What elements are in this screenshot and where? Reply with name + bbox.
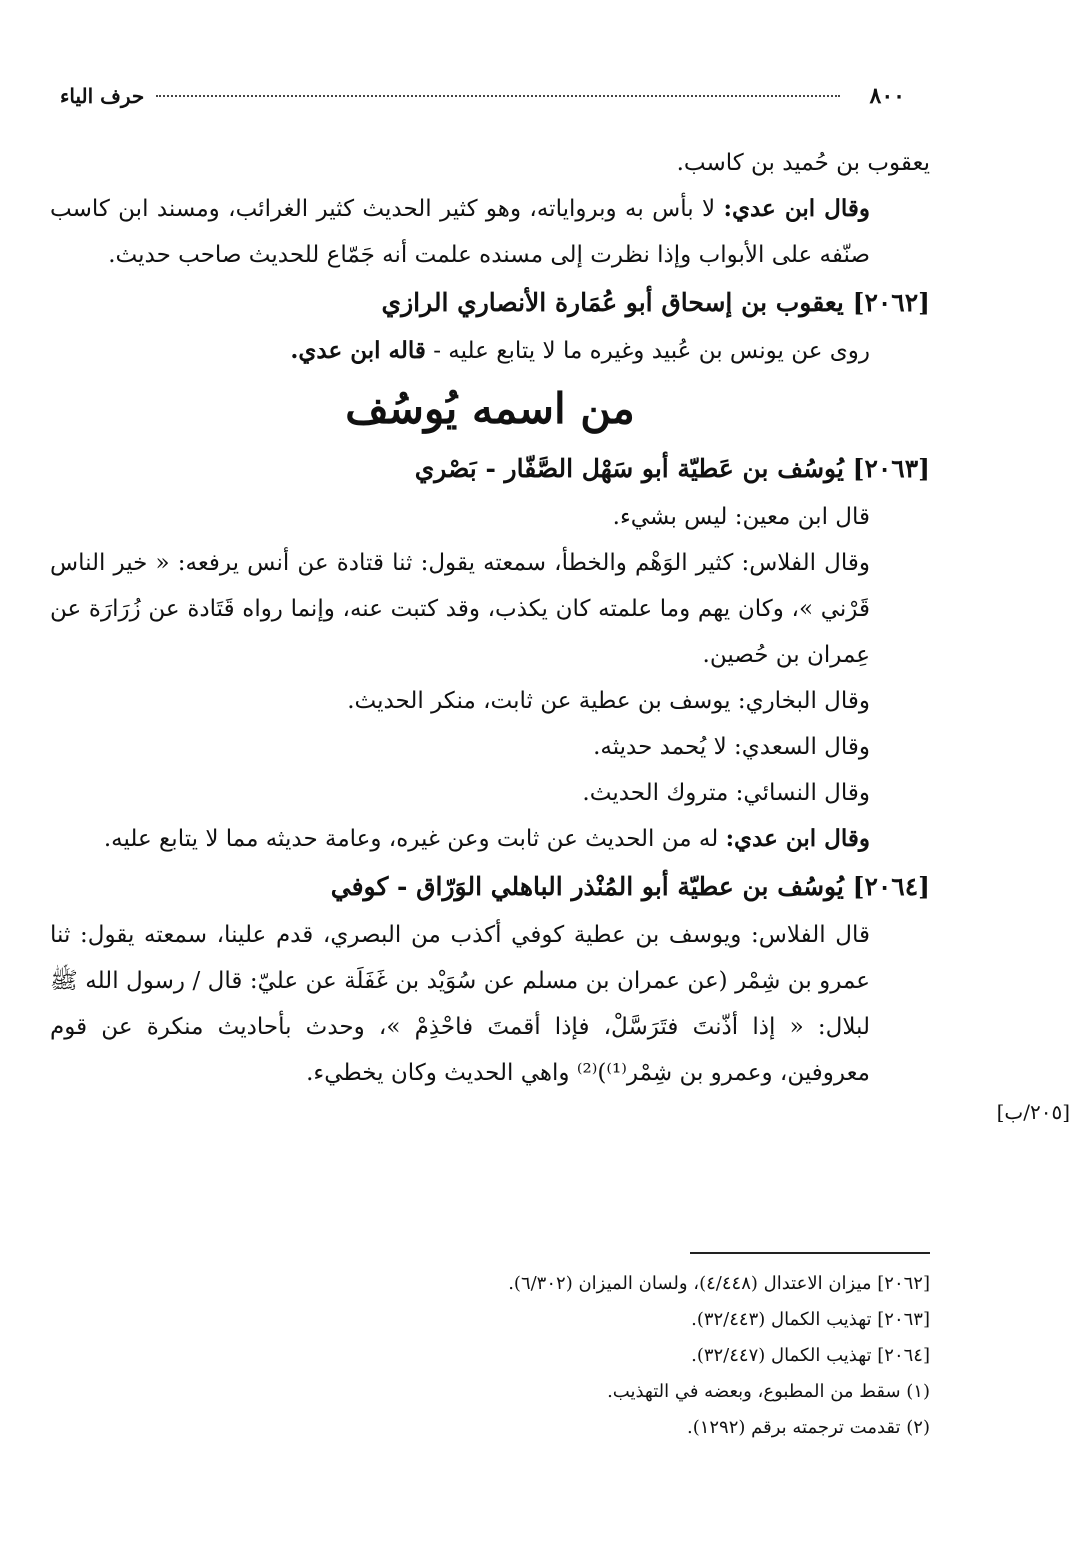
- text-line: وقال النسائي: متروك الحديث.: [582, 780, 870, 806]
- paragraph-ibn-adi-2: [50, 816, 930, 862]
- footnote-item: [٢٠٦٤] تهذيب الكمال (٣٢/٤٤٧).: [691, 1345, 930, 1366]
- paragraph-ibn-adi: [50, 186, 930, 278]
- footnotes: [50, 1266, 930, 1446]
- header-rule: [156, 95, 839, 97]
- footnote-item: (٢) تقدمت ترجمته برقم (١٢٩٢).: [686, 1417, 930, 1438]
- footnote-item: (١) سقط من المطبوع، وبعضه في التهذيب.: [607, 1381, 930, 1402]
- text-line: وقال البخاري: يوسف بن عطية عن ثابت، منكر الحديث.: [347, 688, 870, 714]
- page-header: [60, 78, 905, 114]
- footnote-item: [٢٠٦٢] ميزان الاعتدال (٤/٤٤٨)، ولسان الميزان (٦/٣٠٢).: [508, 1273, 930, 1294]
- paragraph-text: قال الفلاس: ويوسف بن عطية كوفي أكذب من البصري، قدم علينا، سمعته يقول: ثنا عمرو بن شِمْر (عن عمران بن مسلم عن سُوَيْد بن غَفَلَة عن عليّ: قال / رسول الله ﷺ لبلال: « إذا أذّنتَ فتَرَسَّلْ، فإذا أقمتَ فاحْذِمْ »، وحدث بأحاديث منكرة عن قوم معروفين، وعمرو بن شِمْر⁽¹⁾)⁽²⁾ واهي الحديث وكان يخطيء.: [50, 922, 870, 1086]
- text-line: قال ابن معين: ليس بشيء.: [612, 504, 870, 530]
- footnote-divider: [690, 1252, 930, 1254]
- paragraph-text: لا بأس به وبرواياته، وهو كثير الحديث كثير الغرائب، ومسند ابن كاسب صنّفه على الأبواب وإذا نظرت إلى مسنده علمت أنه جَمّاع للحديث صاحب حديث.: [50, 196, 870, 268]
- text-line: وقال السعدي: لا يُحمد حديثه.: [593, 734, 870, 760]
- paragraph-text: له من الحديث عن ثابت وعن غيره، وعامة حديثه مما لا يتابع عليه.: [103, 826, 719, 852]
- section-header-title: حرف الياء: [60, 84, 145, 108]
- entry-heading-2062: [٢٠٦٢] يعقوب بن إسحاق أبو عُمَارة الأنصاري الرازي: [381, 288, 930, 317]
- speaker-label: وقال ابن عدي:: [723, 195, 870, 222]
- entry-heading-2064: [٢٠٦٤] يُوسُف بن عطيّة أبو المُنْذر الباهلي الوَرّاق - كوفي: [330, 872, 930, 901]
- section-title: من اسمه يُوسُف: [345, 384, 635, 433]
- entry-2062-text: [50, 328, 930, 374]
- attribution: قاله ابن عدي.: [290, 337, 426, 364]
- paragraph-text: روى عن يونس بن عُبيد وغيره ما لا يتابع عليه -: [433, 338, 870, 364]
- entry-heading-2063: [٢٠٦٣] يُوسُف بن عَطيّة أبو سَهْل الصَّفّار - بَصْري: [414, 454, 930, 483]
- margin-reference: [٢٠٥/ب]: [996, 1100, 1070, 1124]
- paragraph-text: وقال الفلاس: كثير الوَهْم والخطأ، سمعته يقول: ثنا قتادة عن أنس يرفعه: « خير الناس قَرْني »، وكان يهم وما علمته كان يكذب، وقد كتبت عنه، وإنما رواه قَتَادة عن زُرَارَة عن عِمران بن حُصين.: [50, 550, 870, 668]
- text-line: يعقوب بن حُميد بن كاسب.: [676, 150, 930, 176]
- footnote-item: [٢٠٦٣] تهذيب الكمال (٣٢/٤٤٣).: [691, 1309, 930, 1330]
- speaker-label: وقال ابن عدي:: [725, 825, 870, 852]
- page-number: ٨٠٠: [869, 83, 905, 109]
- main-text: [50, 140, 930, 1096]
